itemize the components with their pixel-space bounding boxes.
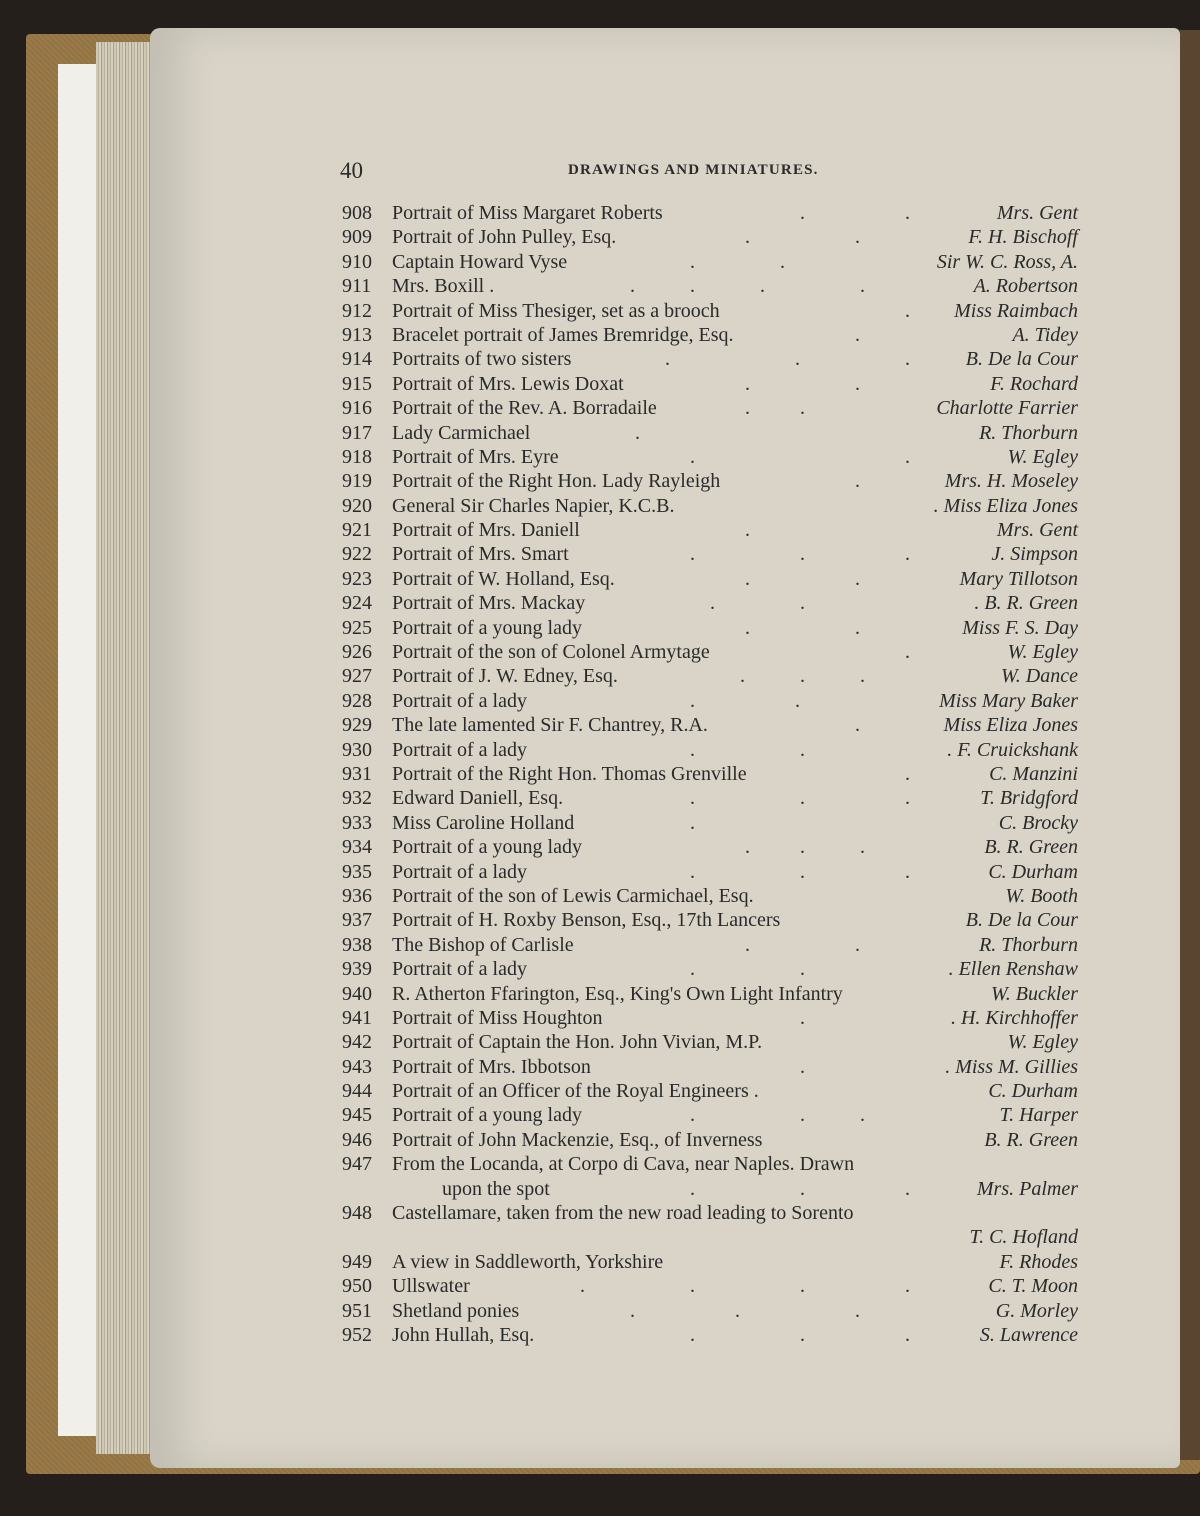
entry-title: Portrait of the son of Lewis Carmichael, Esq.	[392, 884, 754, 907]
entry-artist: Mary Tillotson	[959, 567, 1078, 590]
entry-artist: F. H. Bischoff	[968, 226, 1078, 249]
entry-title: upon the spot	[442, 1177, 550, 1200]
leader-dot: .	[905, 202, 910, 224]
entry-artist: C. Durham	[988, 860, 1078, 883]
leader-dot: .	[690, 860, 695, 883]
running-head	[0, 158, 1200, 188]
entry-artist: C. Manzini	[989, 762, 1078, 785]
entry-title: Castellamare, taken from the new road leading to Sorento	[392, 1202, 854, 1225]
catalogue-entry	[0, 446, 1200, 470]
leader-dot: .	[800, 1006, 805, 1029]
entry-artist: C. T. Moon	[988, 1275, 1078, 1298]
entry-artist: S. Lawrence	[979, 1323, 1078, 1346]
page-heading: DRAWINGS AND MINIATURES.	[568, 162, 819, 178]
entry-artist: J. Simpson	[991, 543, 1078, 566]
entry-number: 908	[342, 202, 372, 224]
leader-dot: .	[665, 348, 670, 371]
entry-title: Miss Caroline Holland	[392, 811, 575, 834]
entry-number: 914	[342, 348, 372, 371]
catalogue-entry	[0, 690, 1200, 714]
catalogue-list	[0, 202, 1200, 1348]
entry-number: 929	[342, 714, 372, 737]
entry-number: 910	[342, 250, 372, 273]
entry-title: Portrait of Mrs. Ibbotson	[392, 1055, 591, 1078]
catalogue-entry	[0, 1324, 1200, 1348]
entry-title: Portrait of a lady	[392, 860, 527, 883]
catalogue-entry	[0, 983, 1200, 1007]
entry-artist: W. Egley	[1007, 445, 1078, 468]
leader-dot: .	[690, 738, 695, 761]
catalogue-entry	[0, 739, 1200, 763]
entry-number: 932	[342, 787, 372, 810]
entry-artist: R. Thorburn	[979, 421, 1078, 444]
leader-dot: .	[855, 567, 860, 590]
entry-title: Portrait of Mrs. Lewis Doxat	[392, 372, 624, 395]
leader-dot: .	[800, 1055, 805, 1078]
entry-title: John Hullah, Esq.	[392, 1323, 535, 1346]
entry-title: Portrait of Miss Thesiger, set as a brooch	[392, 299, 720, 322]
leader-dot: .	[745, 519, 750, 542]
leader-dot: .	[795, 689, 800, 712]
entry-artist: B. R. Green	[984, 1128, 1078, 1151]
entry-title: Portrait of H. Roxby Benson, Esq., 17th Lancers	[392, 909, 781, 932]
entry-number: 935	[342, 860, 372, 883]
catalogue-entry	[0, 251, 1200, 275]
entry-artist: Mrs. Gent	[996, 519, 1078, 542]
entry-number: 909	[342, 226, 372, 249]
leader-dot: .	[630, 275, 635, 298]
catalogue-entry	[0, 543, 1200, 567]
entry-title: Portrait of John Mackenzie, Esq., of Inverness	[392, 1128, 763, 1151]
leader-dot: .	[800, 836, 805, 859]
catalogue-entry	[0, 1007, 1200, 1031]
entry-number: 934	[342, 836, 372, 859]
leader-dot: .	[690, 250, 695, 273]
entry-artist: B. De la Cour	[965, 909, 1078, 932]
leader-dot: .	[855, 1299, 860, 1322]
leader-dot: .	[745, 372, 750, 395]
leader-dot: .	[745, 226, 750, 249]
catalogue-entry	[0, 300, 1200, 324]
leader-dot: .	[800, 787, 805, 810]
entry-artist: Miss F. S. Day	[962, 616, 1078, 639]
catalogue-entry	[0, 934, 1200, 958]
catalogue-entry	[0, 348, 1200, 372]
leader-dot: .	[905, 860, 910, 883]
leader-dot: .	[690, 1323, 695, 1346]
entry-title: Portrait of the Right Hon. Thomas Grenville	[392, 762, 747, 785]
leader-dot: .	[905, 348, 910, 371]
entry-title: The late lamented Sir F. Chantrey, R.A.	[392, 714, 708, 737]
leader-dot: .	[860, 665, 865, 688]
entry-artist: . B. R. Green	[974, 592, 1078, 615]
catalogue-entry	[0, 617, 1200, 641]
entry-number: 917	[342, 421, 372, 444]
catalogue-entry	[0, 665, 1200, 689]
entry-artist: Miss Mary Baker	[939, 689, 1078, 712]
leader-dot: .	[855, 372, 860, 395]
leader-dot: .	[710, 592, 715, 615]
leader-dot: .	[800, 958, 805, 981]
catalogue-entry	[0, 592, 1200, 616]
catalogue-entry	[0, 1251, 1200, 1275]
catalogue-entry	[0, 202, 1200, 226]
entry-number: 948	[342, 1202, 372, 1225]
leader-dot: .	[690, 958, 695, 981]
leader-dot: .	[905, 762, 910, 785]
catalogue-entry	[0, 641, 1200, 665]
entry-title: Portrait of a young lady	[392, 616, 582, 639]
catalogue-entry	[0, 1080, 1200, 1104]
entry-title: Edward Daniell, Esq.	[392, 787, 564, 810]
entry-artist: W. Buckler	[990, 982, 1078, 1005]
entry-artist: Charlotte Farrier	[936, 397, 1078, 420]
entry-title: Portraits of two sisters	[392, 348, 572, 371]
entry-title: From the Locanda, at Corpo di Cava, near Naples. Drawn	[392, 1153, 855, 1176]
entry-artist: W. Booth	[1005, 884, 1078, 907]
leader-dot: .	[905, 787, 910, 810]
catalogue-entry	[0, 373, 1200, 397]
entry-number: 933	[342, 811, 372, 834]
leader-dot: .	[780, 250, 785, 273]
leader-dot: .	[800, 738, 805, 761]
leader-dot: .	[760, 275, 765, 298]
leader-dot: .	[855, 933, 860, 956]
entry-title: Portrait of the son of Colonel Armytage	[392, 641, 710, 664]
leader-dot: .	[855, 714, 860, 737]
leader-dot: .	[800, 1104, 805, 1127]
entry-artist: . Ellen Renshaw	[948, 958, 1078, 981]
entry-number: 942	[342, 1031, 372, 1054]
entry-title: Portrait of a young lady	[392, 1104, 582, 1127]
entry-artist: . Miss M. Gillies	[945, 1055, 1078, 1078]
entry-number: 911	[342, 275, 372, 298]
catalogue-entry	[0, 763, 1200, 787]
leader-dot: .	[690, 811, 695, 834]
entry-artist: C. Brocky	[998, 811, 1078, 834]
catalogue-entry	[0, 885, 1200, 909]
catalogue-entry	[0, 470, 1200, 494]
entry-title: Portrait of a young lady	[392, 836, 582, 859]
catalogue-entry	[0, 226, 1200, 250]
entry-title: Mrs. Boxill .	[392, 275, 495, 298]
entry-artist: Sir W. C. Ross, A.	[936, 250, 1078, 273]
entry-number: 931	[342, 762, 372, 785]
entry-title: The Bishop of Carlisle	[392, 933, 574, 956]
entry-title: R. Atherton Ffarington, Esq., King's Own Light Infantry	[392, 982, 843, 1005]
entry-artist: F. Rochard	[990, 372, 1078, 395]
leader-dot: .	[800, 1177, 805, 1200]
leader-dot: .	[690, 787, 695, 810]
catalogue-entry	[0, 495, 1200, 519]
entry-artist: B. De la Cour	[965, 348, 1078, 371]
entry-title: Portrait of J. W. Edney, Esq.	[392, 665, 618, 688]
leader-dot: .	[800, 1323, 805, 1346]
leader-dot: .	[580, 1275, 585, 1298]
leader-dot: .	[860, 275, 865, 298]
catalogue-entry	[0, 568, 1200, 592]
entry-number: 949	[342, 1250, 372, 1273]
catalogue-entry	[0, 787, 1200, 811]
leader-dot: .	[745, 616, 750, 639]
catalogue-entry	[0, 1226, 1200, 1250]
catalogue-entry	[0, 324, 1200, 348]
catalogue-entry	[0, 714, 1200, 738]
leader-dot: .	[855, 323, 860, 346]
leader-dot: .	[800, 665, 805, 688]
entry-title: Portrait of Mrs. Smart	[392, 543, 569, 566]
leader-dot: .	[860, 836, 865, 859]
entry-number: 951	[342, 1299, 372, 1322]
leader-dot: .	[800, 202, 805, 224]
entry-number: 922	[342, 543, 372, 566]
entry-artist: A. Tidey	[1012, 323, 1078, 346]
entry-artist: Miss Raimbach	[954, 299, 1078, 322]
entry-title: Lady Carmichael	[392, 421, 531, 444]
catalogue-entry	[0, 812, 1200, 836]
entry-title: Portrait of Mrs. Eyre	[392, 445, 559, 468]
entry-artist: . H. Kirchhoffer	[950, 1006, 1078, 1029]
leader-dot: .	[630, 1299, 635, 1322]
entry-number: 926	[342, 641, 372, 664]
entry-title: Portrait of Captain the Hon. John Vivian, M.P.	[392, 1031, 763, 1054]
leader-dot: .	[690, 543, 695, 566]
entry-title: Captain Howard Vyse	[392, 250, 568, 273]
entry-number: 938	[342, 933, 372, 956]
entry-number: 936	[342, 884, 372, 907]
entry-artist: A. Robertson	[973, 275, 1078, 298]
leader-dot: .	[855, 470, 860, 493]
leader-dot: .	[905, 299, 910, 322]
entry-artist: Mrs. Gent	[996, 202, 1078, 224]
leader-dot: .	[905, 445, 910, 468]
entry-artist: T. Harper	[999, 1104, 1078, 1127]
entry-number: 927	[342, 665, 372, 688]
entry-number: 939	[342, 958, 372, 981]
catalogue-entry	[0, 1300, 1200, 1324]
catalogue-entry	[0, 1129, 1200, 1153]
catalogue-entry	[0, 1202, 1200, 1226]
entry-number: 913	[342, 323, 372, 346]
entry-artist: . Miss Eliza Jones	[933, 494, 1078, 517]
catalogue-entry	[0, 909, 1200, 933]
catalogue-entry	[0, 1031, 1200, 1055]
entry-artist: G. Morley	[995, 1299, 1078, 1322]
entry-title: Portrait of Mrs. Daniell	[392, 519, 580, 542]
entry-title: Portrait of Mrs. Mackay	[392, 592, 586, 615]
page-number: 40	[340, 158, 363, 183]
leader-dot: .	[690, 445, 695, 468]
catalogue-entry	[0, 1104, 1200, 1128]
entry-title: Ullswater	[392, 1275, 470, 1298]
leader-dot: .	[855, 616, 860, 639]
entry-title: Portrait of the Rev. A. Borradaile	[392, 397, 657, 420]
entry-artist: . F. Cruickshank	[947, 738, 1078, 761]
leader-dot: .	[690, 689, 695, 712]
leader-dot: .	[690, 1275, 695, 1298]
leader-dot: .	[800, 860, 805, 883]
catalogue-entry	[0, 1178, 1200, 1202]
entry-number: 912	[342, 299, 372, 322]
entry-number: 944	[342, 1080, 372, 1103]
entry-number: 916	[342, 397, 372, 420]
entry-number: 937	[342, 909, 372, 932]
leader-dot: .	[800, 1275, 805, 1298]
catalogue-entry	[0, 397, 1200, 421]
entry-artist: W. Egley	[1007, 1031, 1078, 1054]
entry-number: 943	[342, 1055, 372, 1078]
entry-artist: C. Durham	[988, 1080, 1078, 1103]
leader-dot: .	[905, 641, 910, 664]
leader-dot: .	[855, 226, 860, 249]
entry-number: 918	[342, 445, 372, 468]
leader-dot: .	[635, 421, 640, 444]
leader-dot: .	[690, 1104, 695, 1127]
entry-number: 925	[342, 616, 372, 639]
leader-dot: .	[745, 933, 750, 956]
entry-artist: Mrs. Palmer	[976, 1177, 1078, 1200]
entry-title: Portrait of a lady	[392, 689, 527, 712]
leader-dot: .	[800, 592, 805, 615]
entry-number: 923	[342, 567, 372, 590]
entry-title: General Sir Charles Napier, K.C.B.	[392, 494, 675, 517]
entry-title: Portrait of Miss Margaret Roberts	[392, 202, 663, 224]
leader-dot: .	[690, 1177, 695, 1200]
entry-title: Shetland ponies	[392, 1299, 520, 1322]
entry-title: Portrait of Miss Houghton	[392, 1006, 603, 1029]
entry-number: 928	[342, 689, 372, 712]
catalogue-entry	[0, 422, 1200, 446]
entry-number: 920	[342, 494, 372, 517]
entry-title: Portrait of an Officer of the Royal Engineers .	[392, 1080, 759, 1103]
entry-title: Bracelet portrait of James Bremridge, Esq.	[392, 323, 734, 346]
entry-number: 945	[342, 1104, 372, 1127]
leader-dot: .	[735, 1299, 740, 1322]
entry-number: 915	[342, 372, 372, 395]
entry-title: A view in Saddleworth, Yorkshire	[392, 1250, 664, 1273]
leader-dot: .	[740, 665, 745, 688]
entry-artist: R. Thorburn	[979, 933, 1078, 956]
catalogue-entry	[0, 1275, 1200, 1299]
entry-number: 941	[342, 1006, 372, 1029]
entry-number: 940	[342, 982, 372, 1005]
entry-number: 947	[342, 1153, 372, 1176]
entry-artist: T. C. Hofland	[969, 1226, 1078, 1249]
entry-artist: W. Dance	[1000, 665, 1078, 688]
catalogue-entry	[0, 1056, 1200, 1080]
entry-artist: T. Bridgford	[980, 787, 1078, 810]
entry-artist: Miss Eliza Jones	[943, 714, 1078, 737]
entry-title: Portrait of the Right Hon. Lady Rayleigh	[392, 470, 721, 493]
entry-number: 919	[342, 470, 372, 493]
leader-dot: .	[905, 1323, 910, 1346]
leader-dot: .	[800, 543, 805, 566]
entry-artist: B. R. Green	[984, 836, 1078, 859]
leader-dot: .	[745, 397, 750, 420]
entry-artist: F. Rhodes	[999, 1250, 1078, 1273]
entry-number: 946	[342, 1128, 372, 1151]
catalogue-entry	[0, 275, 1200, 299]
entry-artist: W. Egley	[1007, 641, 1078, 664]
leader-dot: .	[690, 275, 695, 298]
leader-dot: .	[745, 836, 750, 859]
entry-number: 924	[342, 592, 372, 615]
entry-number: 930	[342, 738, 372, 761]
leader-dot: .	[905, 1275, 910, 1298]
catalogue-entry	[0, 958, 1200, 982]
leader-dot: .	[905, 543, 910, 566]
entry-title: Portrait of a lady	[392, 738, 527, 761]
leader-dot: .	[860, 1104, 865, 1127]
catalogue-entry	[0, 519, 1200, 543]
entry-number: 921	[342, 519, 372, 542]
entry-artist: Mrs. H. Moseley	[944, 470, 1078, 493]
leader-dot: .	[745, 567, 750, 590]
leader-dot: .	[800, 397, 805, 420]
leader-dot: .	[905, 1177, 910, 1200]
catalogue-entry	[0, 836, 1200, 860]
catalogue-entry	[0, 1153, 1200, 1177]
leader-dot: .	[795, 348, 800, 371]
entry-number: 950	[342, 1275, 372, 1298]
catalogue-entry	[0, 861, 1200, 885]
entry-title: Portrait of W. Holland, Esq.	[392, 567, 615, 590]
entry-title: Portrait of John Pulley, Esq.	[392, 226, 617, 249]
entry-title: Portrait of a lady	[392, 958, 527, 981]
entry-number: 952	[342, 1323, 372, 1346]
